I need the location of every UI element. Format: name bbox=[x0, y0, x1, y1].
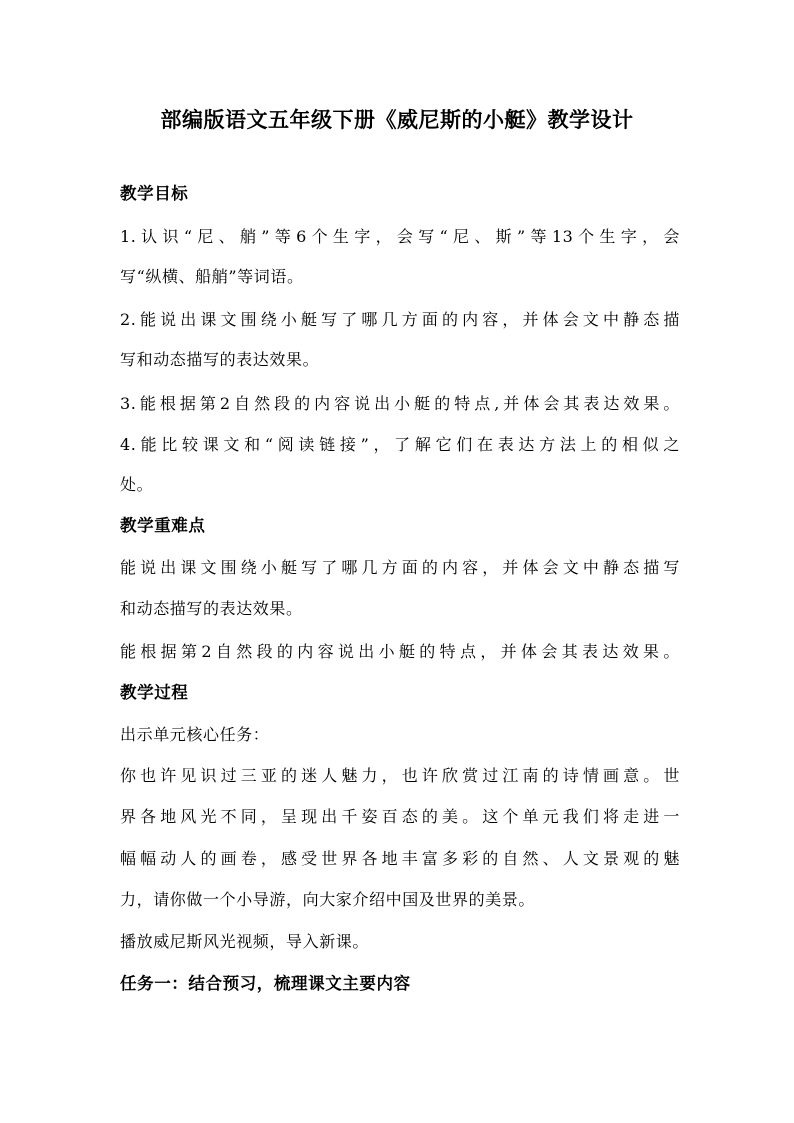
objective-2-line-2: 写和动态描写的表达效果。 bbox=[120, 350, 320, 369]
process-heading: 教学过程 bbox=[120, 683, 189, 702]
process-paragraph-1-line-4: 力，请你做一个小导游，向大家介绍中国及世界的美景。 bbox=[120, 890, 536, 909]
objective-3-line-1: 3.能根据第2自然段的内容说出小艇的特点,并体会其表达效果。 bbox=[120, 394, 680, 413]
objective-2-line-1: 2.能说出课文围绕小艇写了哪几方面的内容，并体会文中静态描 bbox=[120, 310, 680, 329]
objective-1-line-1: 1.认识“尼、艄”等6个生字，会写“尼、斯”等13个生字，会 bbox=[120, 227, 680, 246]
task-1-heading: 任务一：结合预习，梳理课文主要内容 bbox=[120, 974, 411, 993]
process-paragraph-1-line-2: 界各地风光不同，呈现出千姿百态的美。这个单元我们将走进一 bbox=[120, 807, 680, 826]
objective-4-line-2: 处。 bbox=[120, 475, 154, 494]
objectives-heading: 教学目标 bbox=[120, 184, 189, 203]
objective-4-line-1: 4.能比较课文和“阅读链接”，了解它们在表达方法上的相似之 bbox=[120, 435, 680, 454]
keypoint-1-line-1: 能说出课文围绕小艇写了哪几方面的内容，并体会文中静态描写 bbox=[120, 558, 680, 577]
objective-1-line-2: 写“纵横、船艄”等词语。 bbox=[120, 267, 304, 286]
document-title: 部编版语文五年级下册《威尼斯的小艇》教学设计 bbox=[160, 108, 634, 132]
process-paragraph-1-line-3: 幅幅动人的画卷，感受世界各地丰富多彩的自然、人文景观的魅 bbox=[120, 849, 680, 868]
process-paragraph-2-line-1: 播放威尼斯风光视频，导入新课。 bbox=[120, 932, 370, 951]
keypoints-heading: 教学重难点 bbox=[120, 516, 206, 535]
process-intro: 出示单元核心任务： bbox=[120, 725, 270, 744]
keypoint-2-line-1: 能根据第2自然段的内容说出小艇的特点，并体会其表达效果。 bbox=[120, 642, 680, 661]
process-paragraph-1-line-1: 你也许见识过三亚的迷人魅力，也许欣赏过江南的诗情画意。世 bbox=[120, 766, 680, 785]
keypoint-1-line-2: 和动态描写的表达效果。 bbox=[120, 599, 303, 618]
